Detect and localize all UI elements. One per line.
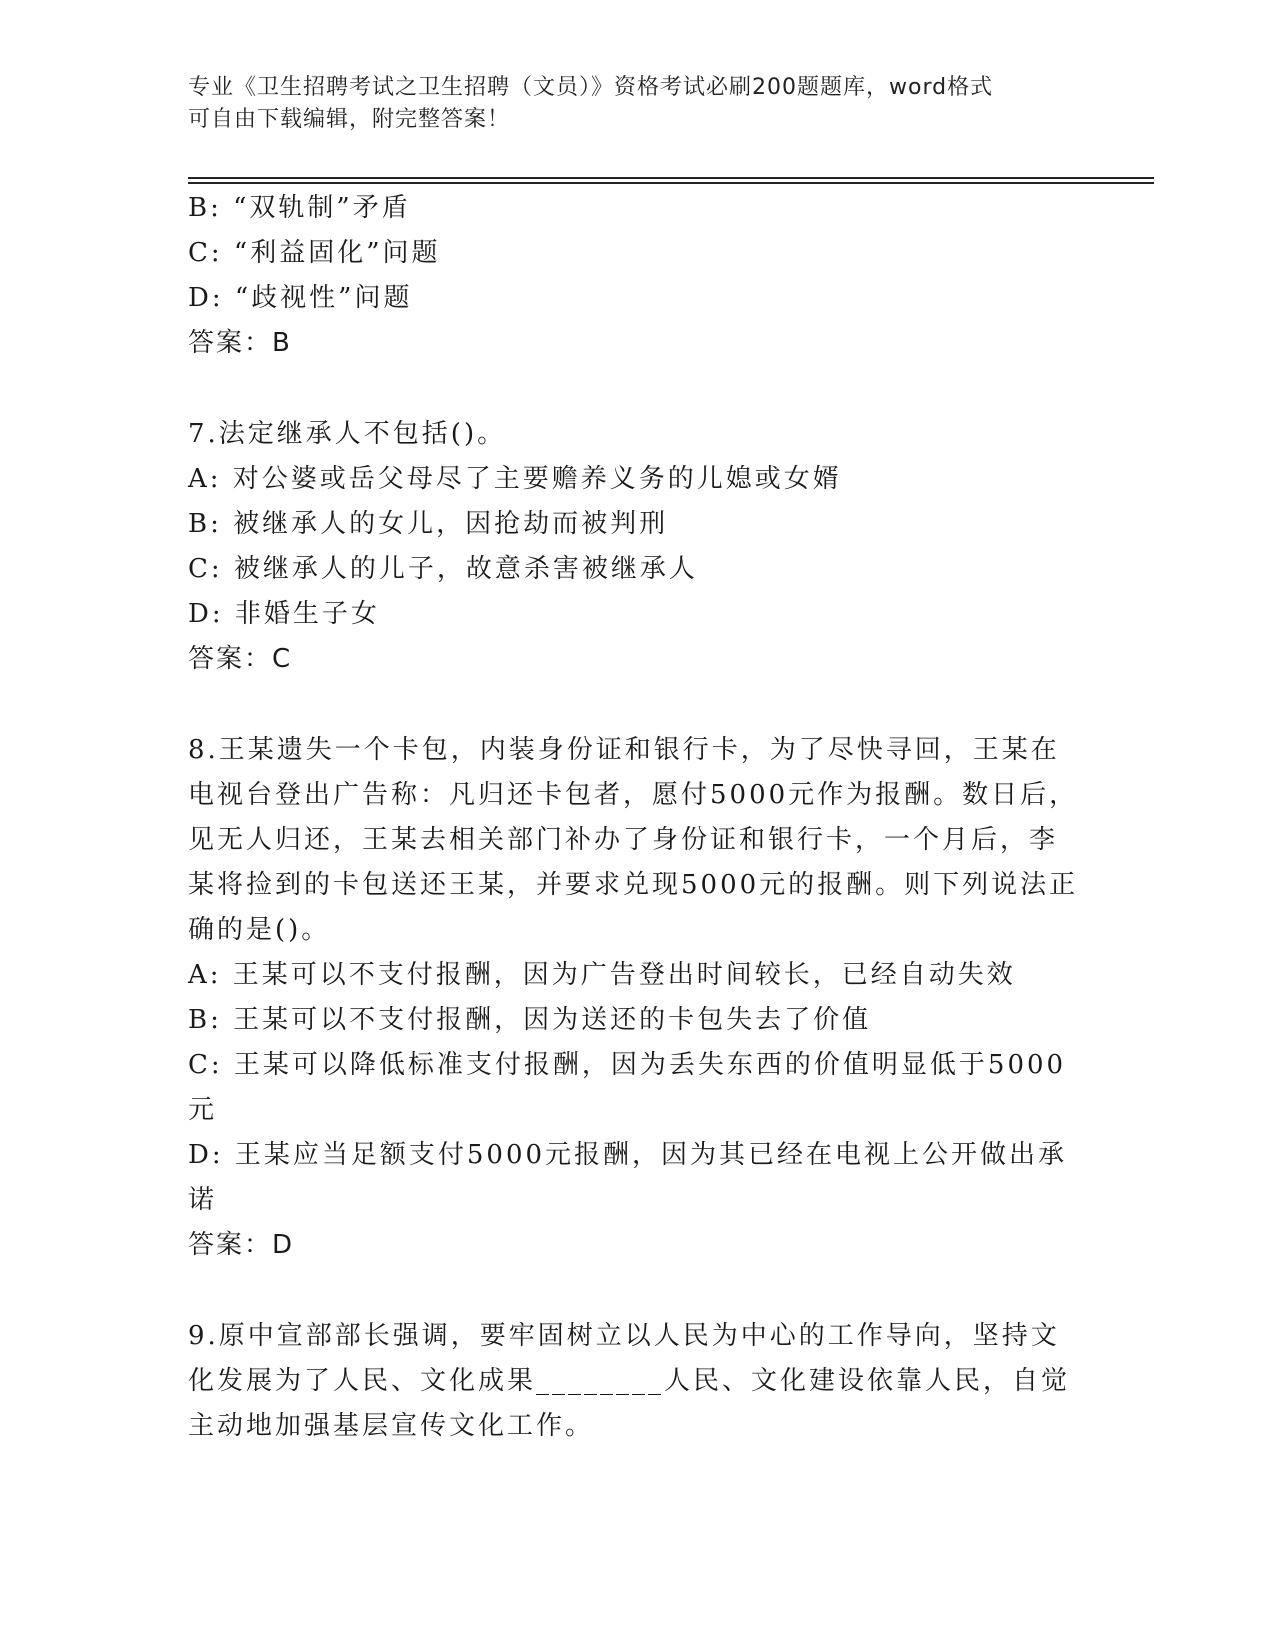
question-text-line: 确的是()。 bbox=[188, 915, 331, 945]
question-text-line: 化发展为了人民、文化成果________人民、文化建设依靠人民，自觉 bbox=[188, 1366, 1071, 1396]
spacer bbox=[188, 1268, 1088, 1314]
option-c: C: “利益固化”问题 bbox=[188, 238, 441, 268]
header-divider-top bbox=[188, 177, 1154, 179]
document-header bbox=[188, 72, 1088, 136]
question-text: 7.法定继承人不包括()。 bbox=[188, 419, 507, 449]
option-d-line: 诺 bbox=[188, 1185, 218, 1215]
header-title-line-1: 专业《卫生招聘考试之卫生招聘（文员）》资格考试必刷200题题库，word格式 bbox=[188, 75, 994, 100]
question-text-line: 某将捡到的卡包送还王某，并要求兑现5000元的报酬。则下列说法正 bbox=[188, 870, 1079, 900]
option-a: A: 对公婆或岳父母尽了主要赡养义务的儿媳或女婿 bbox=[188, 464, 842, 494]
question-text-line: 见无人归还，王某去相关部门补办了身份证和银行卡，一个月后，李 bbox=[188, 825, 1059, 855]
answer-line: 答案：D bbox=[188, 1230, 295, 1260]
option-d-line: D: 王某应当足额支付5000元报酬，因为其已经在电视上公开做出承 bbox=[188, 1140, 1068, 1170]
option-d: D: “歧视性”问题 bbox=[188, 283, 413, 313]
question-7-block bbox=[188, 412, 1088, 682]
document-body bbox=[188, 186, 1088, 1449]
question-8-block bbox=[188, 728, 1088, 1268]
question-9-block bbox=[188, 1314, 1088, 1449]
question-6-block bbox=[188, 186, 1088, 366]
header-title-line-2: 可自由下载编辑，附完整答案！ bbox=[188, 107, 511, 132]
option-d: D: 非婚生子女 bbox=[188, 599, 380, 629]
answer-line: 答案：B bbox=[188, 328, 292, 358]
spacer bbox=[188, 366, 1088, 412]
option-c: C: 被继承人的儿子，故意杀害被继承人 bbox=[188, 554, 698, 584]
answer-line: 答案：C bbox=[188, 644, 293, 674]
spacer bbox=[188, 682, 1088, 728]
option-c-line: C: 王某可以降低标准支付报酬，因为丢失东西的价值明显低于5000 bbox=[188, 1050, 1067, 1080]
header-divider-bottom bbox=[188, 182, 1154, 184]
option-b: B: “双轨制”矛盾 bbox=[188, 193, 411, 223]
option-c-line: 元 bbox=[188, 1095, 218, 1125]
option-b: B: 王某可以不支付报酬，因为送还的卡包失去了价值 bbox=[188, 1005, 872, 1035]
question-text-line: 9.原中宣部部长强调，要牢固树立以人民为中心的工作导向，坚持文 bbox=[188, 1321, 1060, 1351]
option-b: B: 被继承人的女儿，因抢劫而被判刑 bbox=[188, 509, 669, 539]
option-a: A: 王某可以不支付报酬，因为广告登出时间较长，已经自动失效 bbox=[188, 960, 1016, 990]
question-text-line: 8.王某遗失一个卡包，内装身份证和银行卡，为了尽快寻回，王某在 bbox=[188, 735, 1060, 765]
question-text-line: 电视台登出广告称：凡归还卡包者，愿付5000元作为报酬。数日后， bbox=[188, 780, 1079, 810]
question-text-line: 主动地加强基层宣传文化工作。 bbox=[188, 1411, 595, 1441]
